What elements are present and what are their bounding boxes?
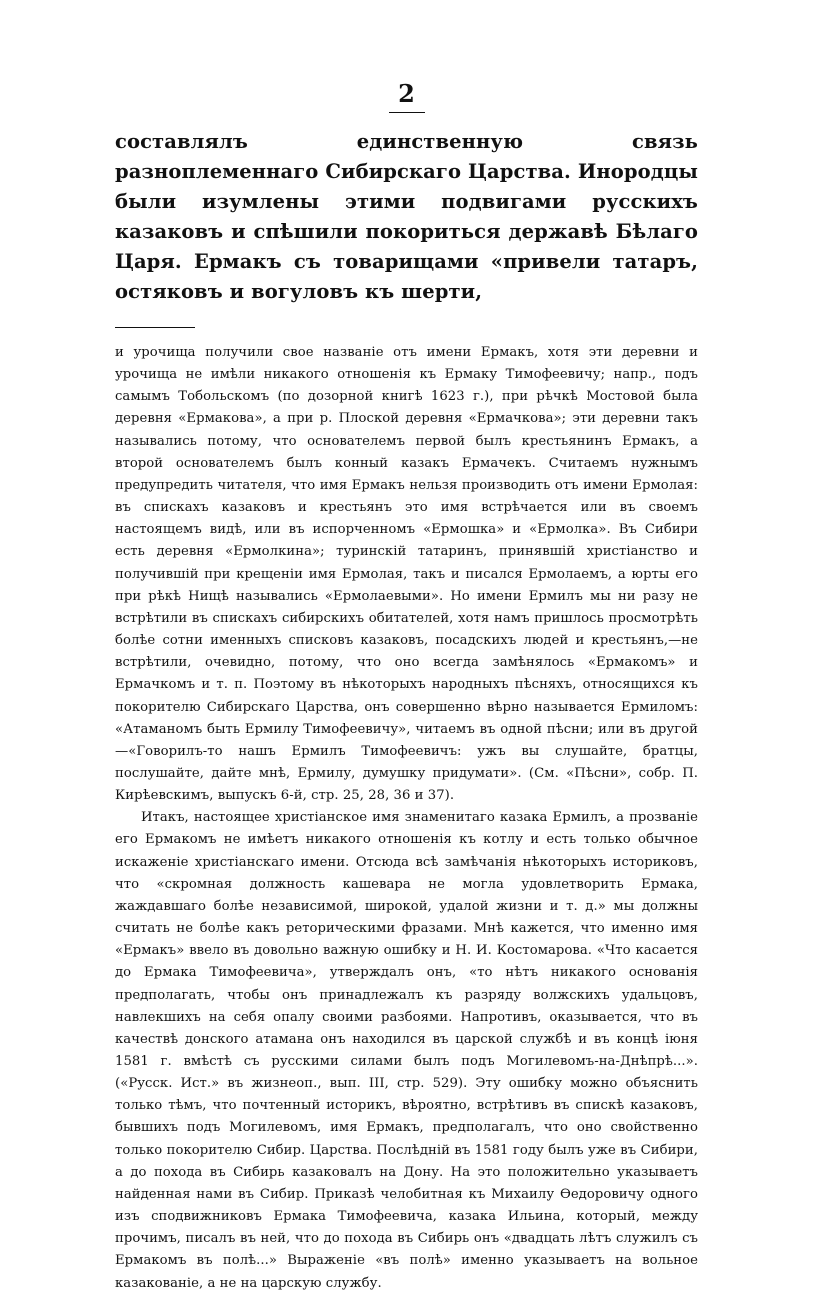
page-number-rule [389, 112, 425, 113]
footnote-paragraph: и урочища получили свое названіе отъ имени Ермакъ, хотя эти деревни и урочища не имѣли никакого отношенія къ Ермаку Тимофеевичу; напр., подъ самымъ Тобольскомъ (по дозорной книгѣ 1623 г.), при рѣчкѣ Мостовой была деревня «Ермакова», а при р. Плоской деревня «Ермачкова»; эти деревни такъ назывались потому, что основателемъ первой былъ крестьянинъ Ермакъ, а второй основателемъ былъ конный казакъ Ермачекъ. Считаемъ нужнымъ предупредить читателя, что имя Ермакъ нельзя производить отъ имени Ермолая: въ спискахъ казаковъ и крестьянъ это имя встрѣчается или въ своемъ настоящемъ видѣ, или въ испорченномъ «Ермошка» и «Ермолка». Въ Сибири есть деревня «Ермолкина»; туринскій татаринъ, принявшій христіанство и получившій при крещеніи имя Ермолая, такъ и писался Ермолаемъ, а юрты его при рѣкѣ Нищѣ назывались «Ермолаевыми». Но имени Ермилъ мы ни разу не встрѣтили въ спискахъ сибирскихъ обитателей, хотя намъ пришлось просмотрѣть болѣе сотни именныхъ списковъ казаковъ, посадскихъ людей и крестьянъ,—не встрѣтили, очевидно, потому, что оно всегда замѣнялось «Ермакомъ» и Ермачкомъ и т. п. Поэтому въ нѣкоторыхъ народныхъ пѣсняхъ, относящихся къ покорителю Сибирскаго Царства, онъ совершенно вѣрно называется Ермиломъ: «Атаманомъ быть Ермилу Тимофеевичу», читаемъ въ одной пѣсни; или въ другой—«Говорилъ-то нашъ Ермилъ Тимофеевичъ: ужъ вы слушайте, братцы, послушайте, дайте мнѣ, Ермилу, думушку придумати». (См. «Пѣсни», собр. П. Кирѣевскимъ, выпускъ 6-й, стр. 25, 28, 36 и 37). [115, 345, 698, 804]
page-number: 2 [398, 79, 415, 108]
book-page [115, 80, 698, 1295]
main-text: составлялъ единственную связь разноплеменнаго Сибирскаго Царства. Инородцы были изумлены этими подвигами русскихъ казаковъ и спѣшили покориться державѣ Бѣлаго Царя. Ермакъ съ товарищами «привели татаръ, остяковъ и вогуловъ къ шерти, [115, 130, 698, 303]
footnote-paragraph: Итакъ, настоящее христіанское имя знаменитаго казака Ермилъ, а прозваніе его Ермакомъ не имѣетъ никакого отношенія къ котлу и есть только обычное искаженіе христіанскаго имени. Отсюда всѣ замѣчанія нѣкоторыхъ историковъ, что «скромная должность кашевара не могла удовлетворить Ермака, жаждавшаго болѣе независимой, широкой, удалой жизни и т. д.» мы должны считать не болѣе какъ реторическими фразами. Мнѣ кажется, что именно имя «Ермакъ» ввело въ довольно важную ошибку и Н. И. Костомарова. «Что касается до Ермака Тимофеевича», утверждалъ онъ, «то нѣтъ никакого основанія предполагать, чтобы онъ принадлежалъ къ разряду волжскихъ удальцовъ, навлекшихъ на себя опалу своими разбоями. Напротивъ, оказывается, что въ качествѣ донского атамана онъ находился въ царской службѣ и въ концѣ іюня 1581 г. вмѣстѣ съ русскими силами былъ подъ Могилевомъ-на-Днѣпрѣ...». («Русск. Ист.» въ жизнеоп., вып. III, стр. 529). Эту ошибку можно объяснить только тѣмъ, что почтенный историкъ, вѣроятно, встрѣтивъ въ спискѣ казаковъ, бывшихъ подъ Могилевомъ, имя Ермакъ, предполагалъ, что оно свойственно только покорителю Сибир. Царства. Послѣдній въ 1581 году былъ уже въ Сибири, а до похода въ Сибирь казаковалъ на Дону. На это положительно указываетъ найденная нами въ Сибир. Приказѣ челобитная къ Михаилу Ѳедоровичу одного изъ сподвижниковъ Ермака Тимофеевича, казака Ильина, который, между прочимъ, писалъ въ ней, что до похода въ Сибирь онъ «двадцать лѣтъ служилъ съ Ермакомъ въ полѣ...» Выраженіе «въ полѣ» именно указываетъ на вольное казакованіе, а не на царскую службу. [115, 810, 698, 1291]
footnote-separator [115, 327, 195, 328]
